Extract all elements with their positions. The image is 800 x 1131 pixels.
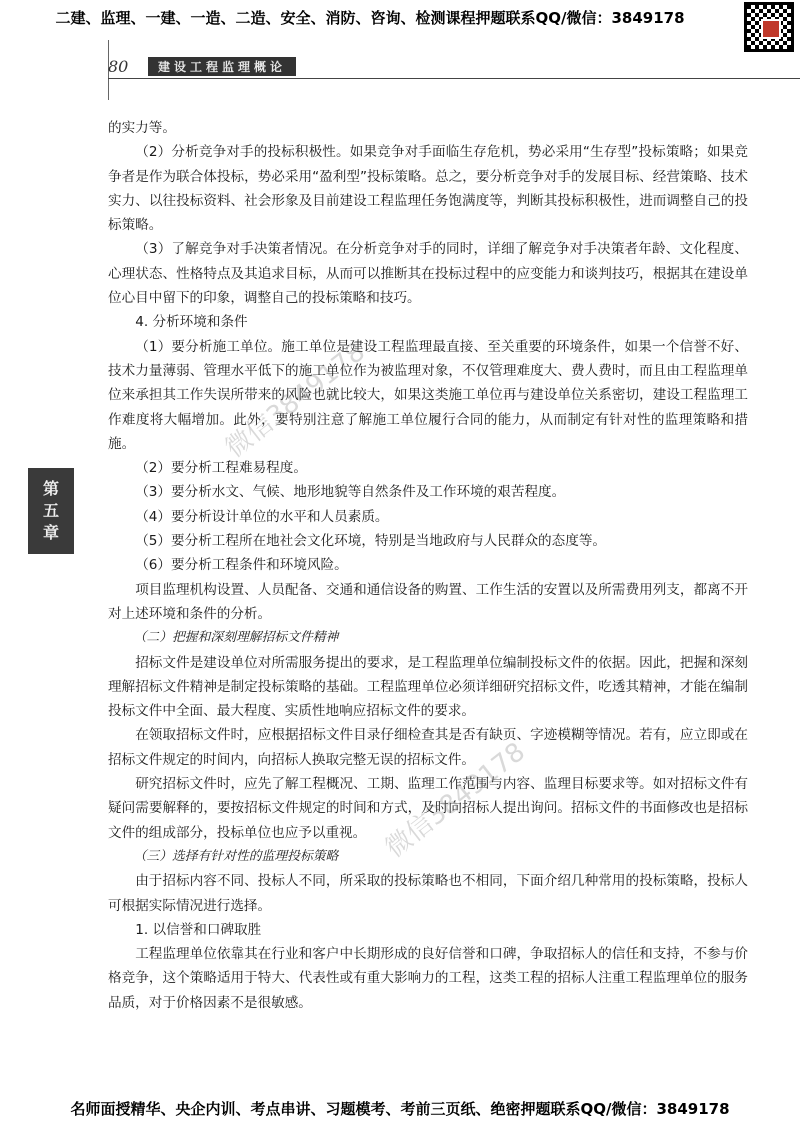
paragraph: （1）要分析施工单位。施工单位是建设工程监理最直接、至关重要的环境条件，如果一个信誉不好、技术力量薄弱、管理水平低下的施工单位作为被监理对象，不仅管理难度大、费人费时，而且由工程监理单位来承担其工作失误所带来的风险也就比较大，如果这类施工单位再与建设单位关系密切，建设工程监理工作难度将大幅增加。此外，要特别注意了解施工单位履行合同的能力，从而制定有针对性的监理策略和措施。 (108, 338, 748, 452)
page-header (108, 56, 308, 76)
list-item: （5）要分析工程所在地社会文化环境，特别是当地政府与人民群众的态度等。 (135, 533, 607, 550)
chapter-tab-char: 章 (42, 523, 59, 542)
chapter-tab (28, 468, 74, 554)
paragraph: （3）了解竞争对手决策者情况。在分析竞争对手的同时，详细了解竞争对手决策者年龄、文化程度、心理状态、性格特点及其追求目标，从而可以推断其在投标过程中的应变能力和谈判技巧，根据其在建设单位心目中留下的印象，调整自己的投标策略和技巧。 (108, 241, 748, 307)
paragraph: 招标文件是建设单位对所需服务提出的要求，是工程监理单位编制投标文件的依据。因此，把握和深刻理解招标文件精神是制定投标策略的基础。工程监理单位必须详细研究招标文件，吃透其精神，才能在编制投标文件中全面、最大程度、实质性地响应招标文件的要求。 (108, 654, 748, 720)
subsection-heading: （二）把握和深刻理解招标文件精神 (133, 630, 339, 646)
list-item: （6）要分析工程条件和环境风险。 (135, 557, 348, 574)
list-item: （4）要分析设计单位的水平和人员素质。 (135, 508, 389, 525)
qr-code-icon (744, 2, 794, 52)
list-item: （2）要分析工程难易程度。 (135, 460, 307, 477)
paragraph: 由于招标内容不同、投标人不同，所采取的投标策略也不相同，下面介绍几种常用的投标策略，投标人可根据实际情况进行选择。 (108, 873, 748, 914)
chapter-tab-char: 五 (42, 501, 59, 520)
list-item: （3）要分析水文、气候、地形地貌等自然条件及工作环境的艰苦程度。 (135, 484, 566, 501)
paragraph: 的实力等。 (108, 120, 176, 136)
chapter-tab-char: 第 (42, 479, 59, 498)
paragraph: 在领取招标文件时，应根据招标文件目录仔细检查其是否有缺页、字迹模糊等情况。若有，应立即或在招标文件规定的时间内，向招标人换取完整无误的招标文件。 (108, 727, 748, 768)
section-heading: 4. 分析环境和条件 (135, 314, 248, 331)
section-heading: 1. 以信誉和口碑取胜 (135, 921, 262, 938)
bottom-banner: 名师面授精华、央企内训、考点串讲、习题模考、考前三页纸、绝密押题联系QQ/微信：3849178 (70, 1100, 730, 1118)
top-banner: 二建、监理、一建、一造、二造、安全、消防、咨询、检测课程押题联系QQ/微信：3849178 (55, 9, 685, 27)
page-number: 80 (108, 56, 129, 76)
subsection-heading: （三）选择有针对性的监理投标策略 (133, 848, 339, 864)
paragraph: 项目监理机构设置、人员配备、交通和通信设备的购置、工作生活的安置以及所需费用列支，都离不开对上述环境和条件的分析。 (108, 581, 748, 622)
book-title: 建设工程监理概论 (148, 57, 296, 76)
watermark-text: 微信3849178 (220, 336, 371, 464)
paragraph: 研究招标文件时，应先了解工程概况、工期、监理工作范围与内容、监理目标要求等。如对招标文件有疑问需要解释的，要按招标文件规定的时间和方式，及时向招标人提出询问。招标文件的书面修改也是招标文件的组成部分，投标单位也应予以重视。 (108, 776, 748, 841)
header-rule (108, 78, 800, 79)
page-body (108, 116, 748, 1015)
paragraph: （2）分析竞争对手的投标积极性。如果竞争对手面临生存危机，势必采用“生存型”投标策略；如果竞争者是作为联合体投标，势必采用“盈利型”投标策略。总之，要分析竞争对手的发展目标、经营策略、技术实力、以往投标资料、社会形象及目前建设工程监理任务饱满度等，判断其投标积极性，进而调整自己的投标策略。 (108, 144, 748, 234)
watermark-text: 微信3849178 (380, 736, 531, 864)
paragraph: 工程监理单位依靠其在行业和客户中长期形成的良好信誉和口碑，争取招标人的信任和支持，不参与价格竞争，这个策略适用于特大、代表性或有重大影响力的工程，这类工程的招标人注重工程监理单位的服务品质，对于价格因素不是很敏感。 (108, 946, 748, 1011)
